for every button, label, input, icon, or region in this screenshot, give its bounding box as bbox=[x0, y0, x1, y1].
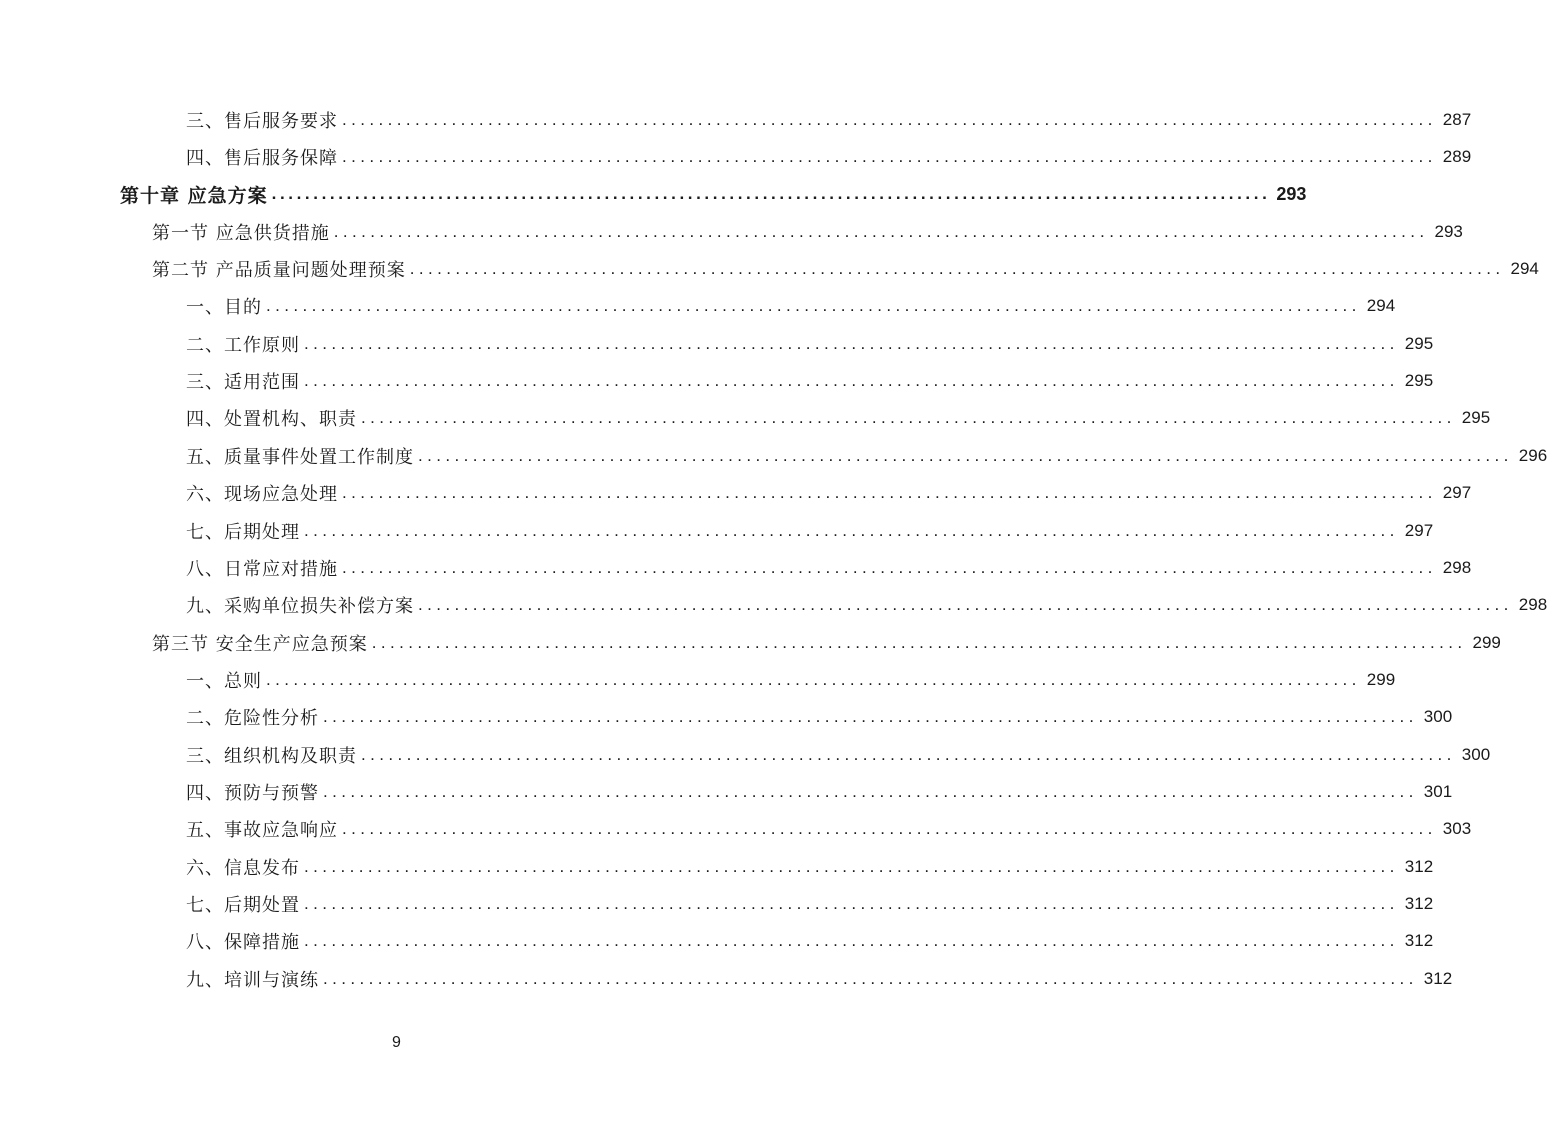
toc-leader-dots: ........................................................................................................................ bbox=[342, 147, 1437, 167]
toc-entry-title: 六、信息发布 bbox=[186, 857, 300, 879]
toc-section-entry[interactable] bbox=[152, 250, 1539, 287]
toc-subsection-entry[interactable] bbox=[186, 512, 1434, 549]
toc-leader-dots: ........................................................................................................................ bbox=[304, 894, 1399, 914]
toc-entry-page: 299 bbox=[1472, 632, 1501, 652]
toc-leader-dots: ........................................................................................................................ bbox=[361, 408, 1456, 428]
toc-entry-title: 四、处置机构、职责 bbox=[186, 409, 357, 431]
toc-leader-dots: ........................................................................................................................ bbox=[333, 221, 1429, 241]
toc-entry-title: 七、后期处理 bbox=[186, 521, 300, 543]
toc-leader-dots: ........................................................................................................................ bbox=[342, 557, 1437, 577]
toc-entry-title: 三、售后服务要求 bbox=[186, 110, 338, 132]
toc-entry-title: 二、工作原则 bbox=[186, 334, 300, 356]
toc-entry-page: 301 bbox=[1423, 781, 1453, 801]
toc-entry-title: 九、培训与演练 bbox=[186, 969, 319, 991]
toc-entry-page: 300 bbox=[1461, 744, 1491, 764]
toc-entry-page: 300 bbox=[1423, 707, 1453, 727]
toc-leader-dots: ........................................................................................................................ bbox=[361, 744, 1456, 764]
toc-entry-page: 297 bbox=[1404, 520, 1434, 540]
toc-entry-page: 312 bbox=[1404, 931, 1434, 951]
toc-leader-dots: ........................................................................................................................ bbox=[342, 109, 1437, 129]
toc-entry-page: 289 bbox=[1442, 147, 1472, 167]
toc-entry-page: 295 bbox=[1404, 333, 1434, 353]
toc-entry-title: 五、事故应急响应 bbox=[186, 820, 338, 842]
toc-leader-dots: ........................................................................................................................ bbox=[304, 333, 1399, 353]
toc-entry-page: 293 bbox=[1434, 221, 1463, 241]
toc-subsection-entry[interactable] bbox=[186, 699, 1453, 736]
toc-entry-title: 一、总则 bbox=[186, 670, 262, 692]
toc-entry-title: 第三节 安全生产应急预案 bbox=[152, 633, 368, 655]
toc-leader-dots: ........................................................................................................................ bbox=[342, 483, 1437, 503]
toc-entry-title: 五、质量事件处置工作制度 bbox=[186, 446, 414, 468]
toc-entry-page: 303 bbox=[1442, 819, 1472, 839]
toc-leader-dots: ........................................................................................................................ bbox=[371, 632, 1467, 652]
toc-entry-page: 299 bbox=[1366, 669, 1396, 689]
toc-subsection-entry[interactable] bbox=[186, 362, 1434, 399]
toc-leader-dots: ........................................................................................................................ bbox=[271, 184, 1271, 204]
toc-subsection-entry[interactable] bbox=[186, 437, 1547, 474]
toc-leader-dots: ........................................................................................................................ bbox=[304, 856, 1399, 876]
toc-subsection-entry[interactable] bbox=[186, 475, 1472, 512]
toc-subsection-entry[interactable] bbox=[186, 773, 1453, 810]
toc-entry-title: 三、组织机构及职责 bbox=[186, 745, 357, 767]
toc-leader-dots: ........................................................................................................................ bbox=[304, 520, 1399, 540]
toc-entry-page: 293 bbox=[1276, 183, 1307, 204]
toc-entry-page: 294 bbox=[1366, 296, 1396, 316]
toc-subsection-entry[interactable] bbox=[186, 288, 1396, 325]
toc-entry-title: 六、现场应急处理 bbox=[186, 484, 338, 506]
toc-entry-title: 二、危险性分析 bbox=[186, 708, 319, 730]
toc-subsection-entry[interactable] bbox=[186, 923, 1434, 960]
toc-leader-dots: ........................................................................................................................ bbox=[266, 296, 1361, 316]
toc-chapter-entry[interactable] bbox=[120, 176, 1307, 213]
toc-entry-page: 312 bbox=[1423, 968, 1453, 988]
toc-entry-title: 第一节 应急供货措施 bbox=[152, 222, 330, 244]
toc-subsection-entry[interactable] bbox=[186, 101, 1472, 138]
toc-entry-title: 四、售后服务保障 bbox=[186, 148, 338, 170]
toc-entry-page: 287 bbox=[1442, 109, 1472, 129]
toc-section-entry[interactable] bbox=[152, 213, 1463, 250]
toc-entry-title: 四、预防与预警 bbox=[186, 782, 319, 804]
toc-subsection-entry[interactable] bbox=[186, 400, 1491, 437]
toc-leader-dots: ........................................................................................................................ bbox=[418, 595, 1513, 615]
toc-subsection-entry[interactable] bbox=[186, 960, 1453, 997]
toc-leader-dots: ........................................................................................................................ bbox=[323, 968, 1418, 988]
toc-section-entry[interactable] bbox=[152, 624, 1501, 661]
toc-subsection-entry[interactable] bbox=[186, 549, 1472, 586]
page-number: 9 bbox=[392, 1034, 401, 1051]
toc-entry-page: 294 bbox=[1510, 259, 1539, 279]
toc-subsection-entry[interactable] bbox=[186, 587, 1547, 624]
toc-entry-title: 九、采购单位损失补偿方案 bbox=[186, 596, 414, 618]
toc-leader-dots: ........................................................................................................................ bbox=[266, 669, 1361, 689]
toc-leader-dots: ........................................................................................................................ bbox=[323, 781, 1418, 801]
toc-entry-title: 三、适用范围 bbox=[186, 372, 300, 394]
toc-entry-title: 第二节 产品质量问题处理预案 bbox=[152, 260, 406, 282]
toc-entry-page: 295 bbox=[1461, 408, 1491, 428]
toc-subsection-entry[interactable] bbox=[186, 885, 1434, 922]
toc-entry-title: 八、日常应对措施 bbox=[186, 558, 338, 580]
toc-leader-dots: ........................................................................................................................ bbox=[323, 707, 1418, 727]
toc-entry-page: 297 bbox=[1442, 483, 1472, 503]
toc-entry-title: 七、后期处置 bbox=[186, 895, 300, 917]
toc-entry-page: 312 bbox=[1404, 894, 1434, 914]
toc-subsection-entry[interactable] bbox=[186, 661, 1396, 698]
toc-leader-dots: ........................................................................................................................ bbox=[304, 931, 1399, 951]
toc-entry-page: 298 bbox=[1442, 557, 1472, 577]
toc-subsection-entry[interactable] bbox=[186, 848, 1434, 885]
toc-entry-page: 312 bbox=[1404, 856, 1434, 876]
toc-leader-dots: ........................................................................................................................ bbox=[409, 259, 1505, 279]
toc-entry-page: 295 bbox=[1404, 371, 1434, 391]
toc-subsection-entry[interactable] bbox=[186, 325, 1434, 362]
toc-entry-title: 一、目的 bbox=[186, 297, 262, 319]
toc-subsection-entry[interactable] bbox=[186, 811, 1472, 848]
toc-leader-dots: ........................................................................................................................ bbox=[418, 445, 1513, 465]
toc-subsection-entry[interactable] bbox=[186, 736, 1491, 773]
toc-leader-dots: ........................................................................................................................ bbox=[342, 819, 1437, 839]
toc-leader-dots: ........................................................................................................................ bbox=[304, 371, 1399, 391]
toc-entry-page: 298 bbox=[1518, 595, 1547, 615]
toc-entry-page: 296 bbox=[1518, 445, 1547, 465]
toc-subsection-entry[interactable] bbox=[186, 138, 1472, 175]
toc-entry-title: 第十章 应急方案 bbox=[120, 184, 268, 207]
toc-entry-title: 八、保障措施 bbox=[186, 932, 300, 954]
